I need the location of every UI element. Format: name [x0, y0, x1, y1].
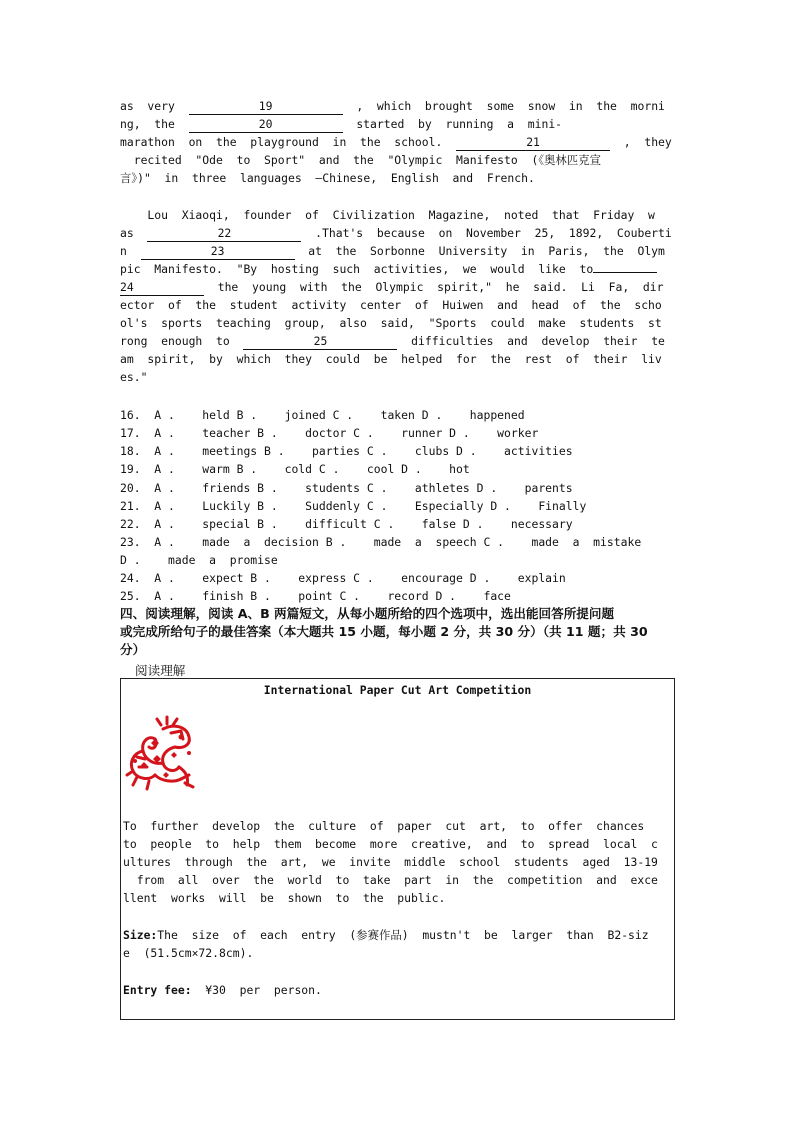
- notice-intro-line: llent works will be shown to the public.: [123, 891, 446, 905]
- notice-intro-line: ultures through the art, we invite middle school students aged 13-19: [123, 855, 658, 869]
- blank-21: 21: [456, 135, 610, 151]
- passage-line: as very 19 , which brought some snow in the morni: [120, 99, 665, 113]
- passage-line: ector of the student activity center of Huiwen and head of the scho: [120, 298, 662, 312]
- passage-line: 言》)" in three languages —Chinese, English and French.: [120, 171, 535, 185]
- blank-23: 23: [141, 244, 295, 260]
- notice-intro-line: To further develop the culture of paper cut art, to offer chances: [123, 819, 645, 833]
- notice-size-line: e (51.5cm×72.8cm).: [123, 946, 254, 960]
- section-heading: 四、阅读理解，阅读 A、B 两篇短文，从每小题所给的四个选项中，选出能回答所提问题: [120, 606, 615, 621]
- option-row-19: 19. A . warm B . cold C . cool D . hot: [120, 462, 470, 476]
- option-row-18: 18. A . meetings B . parties C . clubs D . activities: [120, 444, 573, 458]
- section-heading: 或完成所给句子的最佳答案（本大题共 15 小题，每小题 2 分，共 30 分）（共 11 题；共 30: [120, 624, 648, 639]
- passage-line: rong enough to 25 difficulties and develop their te: [120, 334, 665, 348]
- notice-size-line: Size:The size of each entry (参赛作品) mustn't be larger than B2-siz: [123, 928, 649, 942]
- option-row-20: 20. A . friends B . students C . athletes D . parents: [120, 481, 573, 495]
- passage-line: marathon on the playground in the school. 21 , they: [120, 135, 672, 149]
- passage-line: am spirit, by which they could be helped for the rest of their liv: [120, 352, 662, 366]
- size-label: Size:: [123, 928, 158, 942]
- notice-title: International Paper Cut Art Competition: [263, 683, 532, 697]
- blank-19: 19: [189, 99, 343, 115]
- blank-22: 22: [147, 226, 301, 242]
- option-row-23: 23. A . made a decision B . made a speech C . made a mistake: [120, 535, 642, 549]
- passage-line: Lou Xiaoqi, founder of Civilization Magazine, noted that Friday w: [120, 208, 655, 222]
- paper-cut-dragon-icon: [123, 715, 197, 793]
- notice-intro-line: to people to help them become more creative, and to spread local c: [123, 837, 658, 851]
- competition-notice-box: [120, 678, 675, 1020]
- blank-25: 25: [243, 334, 397, 350]
- blank-24-start: [593, 272, 657, 273]
- passage-line: 24 the young with the Olympic spirit," he said. Li Fa, dir: [120, 280, 664, 294]
- passage-line: ol's sports teaching group, also said, "Sports could make students st: [120, 316, 662, 330]
- entry-fee-value: ¥30 per person.: [191, 983, 322, 997]
- passage-line: as 22 .That's because on November 25, 1892, Couberti: [120, 226, 672, 240]
- option-row-24: 24. A . expect B . express C . encourage D . explain: [120, 571, 566, 585]
- passage-line: ng, the 20 started by running a mini-: [120, 117, 563, 131]
- passage-line: pic Manifesto. "By hosting such activities, we would like to: [120, 260, 673, 278]
- option-row-21: 21. A . Luckily B . Suddenly C . Especially D . Finally: [120, 499, 587, 513]
- reading-subtitle: 阅读理解: [135, 663, 186, 678]
- notice-intro-line: from all over the world to take part in the competition and exce: [123, 873, 658, 887]
- option-row-25: 25. A . finish B . point C . record D . face: [120, 589, 511, 603]
- entry-fee-label: Entry fee:: [123, 983, 192, 997]
- option-row-22: 22. A . special B . difficult C . false D . necessary: [120, 517, 573, 531]
- option-row-23-d: D . made a promise: [120, 553, 278, 567]
- passage-line: n 23 at the Sorbonne University in Paris, the Olym: [120, 244, 665, 258]
- option-row-17: 17. A . teacher B . doctor C . runner D . worker: [120, 426, 539, 440]
- option-row-16: 16. A . held B . joined C . taken D . happened: [120, 408, 525, 422]
- notice-fee-line: [123, 981, 672, 999]
- section-heading: 分）: [120, 642, 146, 657]
- blank-20: 20: [189, 117, 343, 133]
- blank-24: 24: [120, 280, 204, 296]
- passage-line: es.": [120, 370, 148, 384]
- passage-line: recited "Ode to Sport" and the "Olympic Manifesto (《奥林匹克宣: [120, 153, 601, 167]
